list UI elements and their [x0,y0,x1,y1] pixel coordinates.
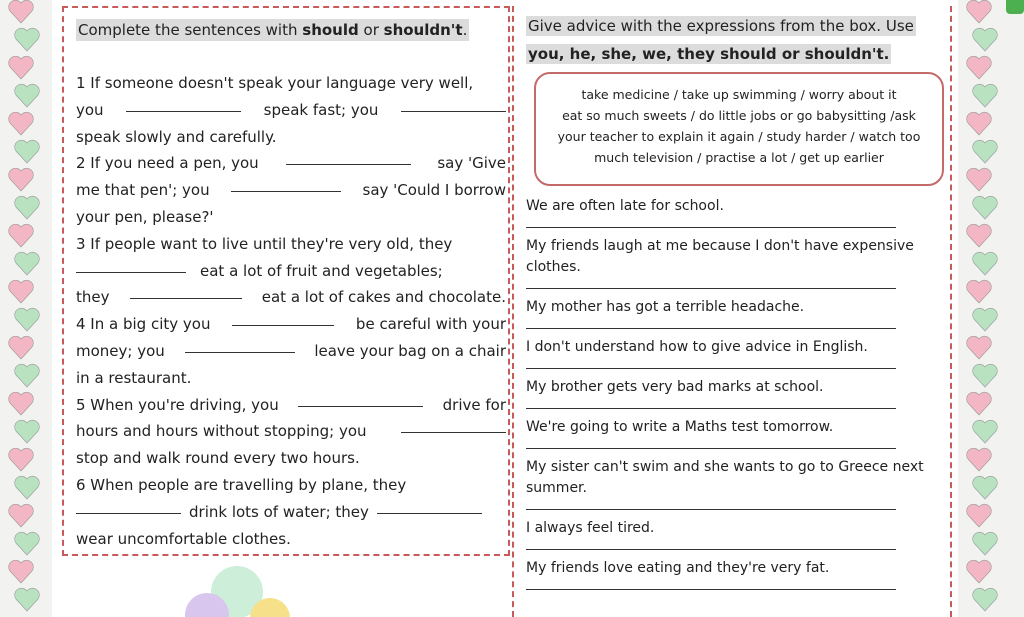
exercise-right [512,6,952,617]
sentence-text: you [76,100,104,119]
sentence-line [76,311,506,338]
heart-icon [964,220,994,250]
sentence-text: be careful with your [355,315,506,334]
heart-icon [12,24,42,54]
expression-line: take medicine / take up swimming / worry about it [581,87,897,102]
sentence-line [76,177,506,204]
sentence-line [76,392,506,419]
heart-icon [964,0,994,26]
sentence-text: me that pen'; you [76,181,210,200]
balloons-decoration [172,560,312,617]
sentence-line [76,204,506,231]
sentence-text: in a restaurant. [76,368,192,387]
heart-icon [12,192,42,222]
prompt-item [526,518,946,550]
answer-line[interactable] [526,400,896,409]
heart-icon [6,556,36,586]
heart-icon [964,108,994,138]
heart-icon [12,584,42,614]
heart-icon [12,528,42,558]
sentence-text: drink lots of water; they [189,502,369,521]
answer-line[interactable] [526,320,896,329]
sentence-text: your pen, please?' [76,207,214,226]
prompt-text: My mother has got a terrible headache. [526,299,805,315]
answer-line[interactable] [526,219,896,228]
sentence-text: eat a lot of cakes and chocolate. [261,288,506,307]
answer-blank[interactable] [126,97,241,112]
sentence-line [76,338,506,365]
sentence-line [76,472,506,499]
answer-blank[interactable] [401,418,506,433]
sentence-text: hours and hours without stopping; you [76,422,367,441]
answer-blank[interactable] [76,258,186,273]
prompt-item [526,377,946,409]
sentence-line [76,499,506,526]
heart-icon [964,332,994,362]
prompt-item [526,417,946,449]
answer-blank[interactable] [377,499,482,514]
sentence-lines [76,70,506,552]
answer-blank[interactable] [231,177,341,192]
sentence-text: leave your bag on a chair [314,341,506,360]
heart-icon [964,556,994,586]
prompt-item [526,457,946,510]
heart-icon [6,276,36,306]
sentence-text: they [76,288,110,307]
answer-line[interactable] [526,581,896,590]
sentence-text: 5 When you're driving, you [76,395,279,414]
heart-icon [6,500,36,530]
heart-icon [6,108,36,138]
heart-icon [12,248,42,278]
prompt-item [526,196,946,228]
sentence-text: 3 If people want to live until they're very old, they [76,234,453,253]
sentence-line [76,445,506,472]
heart-icon [964,52,994,82]
heart-icon [970,360,1000,390]
prompt-item [526,297,946,329]
sentence-text: 4 In a big city you [76,315,211,334]
prompt-text: I don't understand how to give advice in English. [526,339,868,355]
advice-prompts [526,196,946,598]
sentence-text: say 'Give [437,154,506,173]
prompt-text: My brother gets very bad marks at school. [526,379,824,395]
prompt-item [526,558,946,590]
left-instructions: Complete the sentences with should or shouldn't. [78,21,468,39]
prompt-text: We're going to write a Maths test tomorrow. [526,419,834,435]
heart-icon [964,500,994,530]
sentence-text: stop and walk round every two hours. [76,449,360,468]
heart-icon [964,444,994,474]
answer-blank[interactable] [286,150,411,165]
heart-icon [970,416,1000,446]
prompt-item [526,236,946,289]
heart-icon [6,332,36,362]
heart-icon [12,304,42,334]
answer-line[interactable] [526,541,896,550]
answer-line[interactable] [526,501,896,510]
answer-blank[interactable] [401,97,506,112]
sentence-line [76,97,506,124]
heart-icon [970,304,1000,334]
expression-line: much television / practise a lot / get up earlier [594,150,884,165]
sentence-line [76,284,506,311]
sentence-text: eat a lot of fruit and vegetables; [200,261,443,280]
expression-line: eat so much sweets / do little jobs or go babysitting /ask [562,108,916,123]
sentence-line [76,418,506,445]
expression-line: your teacher to explain it again / study harder / watch too [557,129,921,144]
heart-icon [970,528,1000,558]
corner-tab [1006,0,1024,14]
answer-line[interactable] [526,360,896,369]
right-instructions: Give advice with the expressions from the box. Use you, he, she, we, they should or shouldn't. [528,17,914,63]
sentence-line [76,365,506,392]
answer-blank[interactable] [298,392,423,407]
decorative-border-right [962,0,1006,617]
heart-icon [6,388,36,418]
expressions-box [534,72,944,186]
exercise-left [62,6,510,556]
heart-icon [970,24,1000,54]
sentence-line [76,258,506,285]
prompt-item [526,337,946,369]
sentence-text: wear uncomfortable clothes. [76,529,291,548]
prompt-text: I always feel tired. [526,520,655,536]
heart-icon [6,0,36,26]
heart-icon [970,136,1000,166]
heart-icon [964,276,994,306]
heart-icon [12,360,42,390]
answer-line[interactable] [526,440,896,449]
prompt-text: My friends laugh at me because I don't have expensive clothes. [526,238,914,275]
answer-blank[interactable] [185,338,295,353]
sentence-text: money; you [76,341,165,360]
decorative-border-left [4,0,48,617]
heart-icon [964,388,994,418]
heart-icon [6,52,36,82]
heart-icon [964,164,994,194]
sentence-line [76,526,506,553]
answer-line[interactable] [526,280,896,289]
heart-icon [12,80,42,110]
sentence-line [76,231,506,258]
sentence-text: 1 If someone doesn't speak your language very well, [76,74,474,92]
heart-icon [6,444,36,474]
sentence-text: say 'Could I borrow [362,181,506,200]
heart-icon [970,192,1000,222]
heart-icon [970,472,1000,502]
prompt-text: My sister can't swim and she wants to go to Greece next summer. [526,459,924,496]
sentence-line [76,124,506,151]
sentence-line [76,150,506,177]
sentence-text: 2 If you need a pen, you [76,154,259,173]
heart-icon [6,164,36,194]
heart-icon [12,416,42,446]
sentence-text: speak slowly and carefully. [76,127,277,146]
heart-icon [12,136,42,166]
prompt-text: My friends love eating and they're very fat. [526,560,830,576]
answer-blank[interactable] [130,284,242,299]
sentence-line [76,70,506,97]
sentence-text: speak fast; you [263,100,379,119]
answer-blank[interactable] [232,311,334,326]
sentence-text: 6 When people are travelling by plane, they [76,475,407,494]
heart-icon [970,584,1000,614]
heart-icon [970,80,1000,110]
heart-icon [970,248,1000,278]
heart-icon [12,472,42,502]
worksheet-page [52,0,958,617]
sentence-text: drive for [442,395,506,414]
prompt-text: We are often late for school. [526,198,724,214]
heart-icon [6,220,36,250]
answer-blank[interactable] [76,499,181,514]
